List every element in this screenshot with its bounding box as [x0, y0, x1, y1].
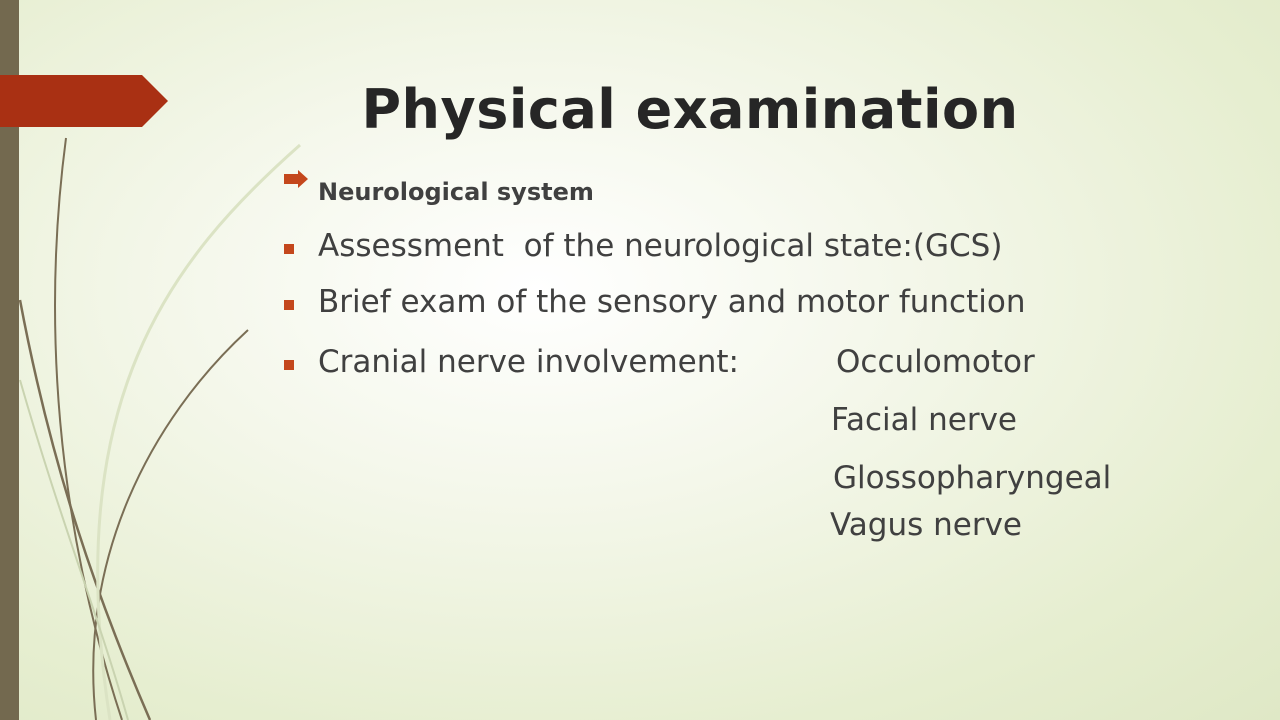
- nerve-name: Vagus nerve: [830, 507, 1023, 543]
- square-bullet-icon: [284, 244, 294, 254]
- nerve-name: Glossopharyngeal: [833, 460, 1112, 496]
- square-bullet-icon: [284, 360, 294, 370]
- square-bullet-icon: [284, 300, 294, 310]
- arrow-bullet-icon: [284, 170, 308, 188]
- list-item-text: Cranial nerve involvement:: [318, 344, 739, 380]
- nerve-name: Facial nerve: [831, 402, 1017, 438]
- nerve-name: Occulomotor: [836, 344, 1035, 380]
- list-item-text: Assessment of the neurological state:(GCS): [318, 228, 1003, 264]
- heading-text: Neurological system: [318, 178, 594, 206]
- decorative-swooshes: [0, 0, 320, 720]
- list-item-text: Brief exam of the sensory and motor function: [318, 284, 1026, 320]
- slide-title: Physical examination: [361, 78, 1019, 141]
